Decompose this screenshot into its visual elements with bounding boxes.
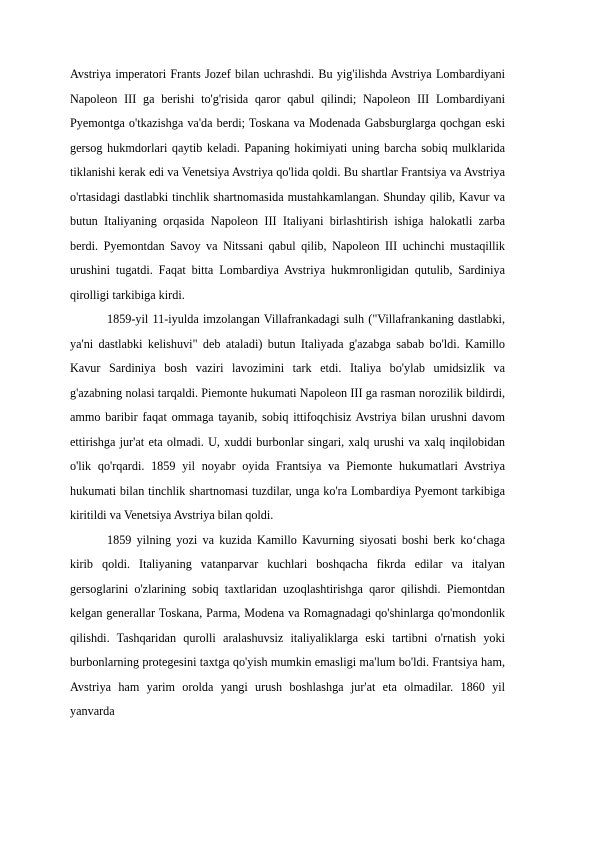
paragraph-2: 1859-yil 11-iyulda imzolangan Villafrankadagi sulh ("Villafrankaning dastlabki, ya'ni dastlabki kelishuvi" deb ataladi) butun Italiyada g'azabga sabab bo'ldi. Kamillo Kavur Sardiniya bosh vaziri lavozimini tark etdi. Italiya bo'ylab umidsizlik va g'azabning nolasi tarqaldi. Piemonte hukumati Napoleon III ga rasman norozilik bildirdi, ammo baribir faqat ommaga tayanib, sobiq ittifoqchisiz Avstriya bilan urushni davom ettirishga jur'at eta olmadi. U, xuddi burbonlar singari, xalq urushi va xalq inqilobidan o'lik qo'rqardi. 1859 yil noyabr oyida Frantsiya va Piemonte hukumatlari Avstriya hukumati bilan tinchlik shartnomasi tuzdilar, unga ko'ra Lombardiya Pyemont tarkibiga kiritildi va Venetsiya Avstriya bilan qoldi. (70, 312, 505, 522)
paragraph-1: Avstriya imperatori Frants Jozef bilan uchrashdi. Bu yig'ilishda Avstriya Lombardiyani Napoleon III ga berishi to'g'risida qaror qabul qilindi; Napoleon III Lombardiyani Pyemontga o'tkazishga va'da berdi; Toskana va Modenada Gabsburglarga qochgan eski gersog hukmdorlari qaytib keladi. Papaning hokimiyati uning barcha sobiq mulklarida tiklanishi kerak edi va Venetsiya Avstriya qo'lida qoldi. Bu shartlar Frantsiya va Avstriya o'rtasidagi dastlabki tinchlik shartnomasida mustahkamlangan. Shunday qilib, Kavur va butun Italiyaning orqasida Napoleon III Italiyani birlashtirish ishiga halokatli zarba berdi. Pyemontdan Savoy va Nitssani qabul qilib, Napoleon III uchinchi mustaqillik urushini tugatdi. Faqat bitta Lombardiya Avstriya hukmronligidan qutulib, Sardiniya qirolligi tarkibiga kirdi. (70, 67, 505, 302)
document-page (70, 62, 505, 724)
paragraph-3: 1859 yilning yozi va kuzida Kamillo Kavurning siyosati boshi berk ko‘chaga kirib qoldi. Italiyaning vatanparvar kuchlari boshqacha fikrda edilar va italyan gersoglarini o'zlarining sobiq taxtlaridan uzoqlashtirishga qaror qilishdi. Piemontdan kelgan generallar Toskana, Parma, Modena va Romagnadagi qo'shinlarga qo'mondonlik qilishdi. Tashqaridan qurolli aralashuvsiz italiyaliklarga eski tartibni o'rnatish yoki burbonlarning protegesini taxtga qo'yish mumkin emasligi ma'lum bo'ldi. Frantsiya ham, Avstriya ham yarim orolda yangi urush boshlashga jur'at eta olmadilar. 1860 yil yanvarda (70, 532, 505, 718)
